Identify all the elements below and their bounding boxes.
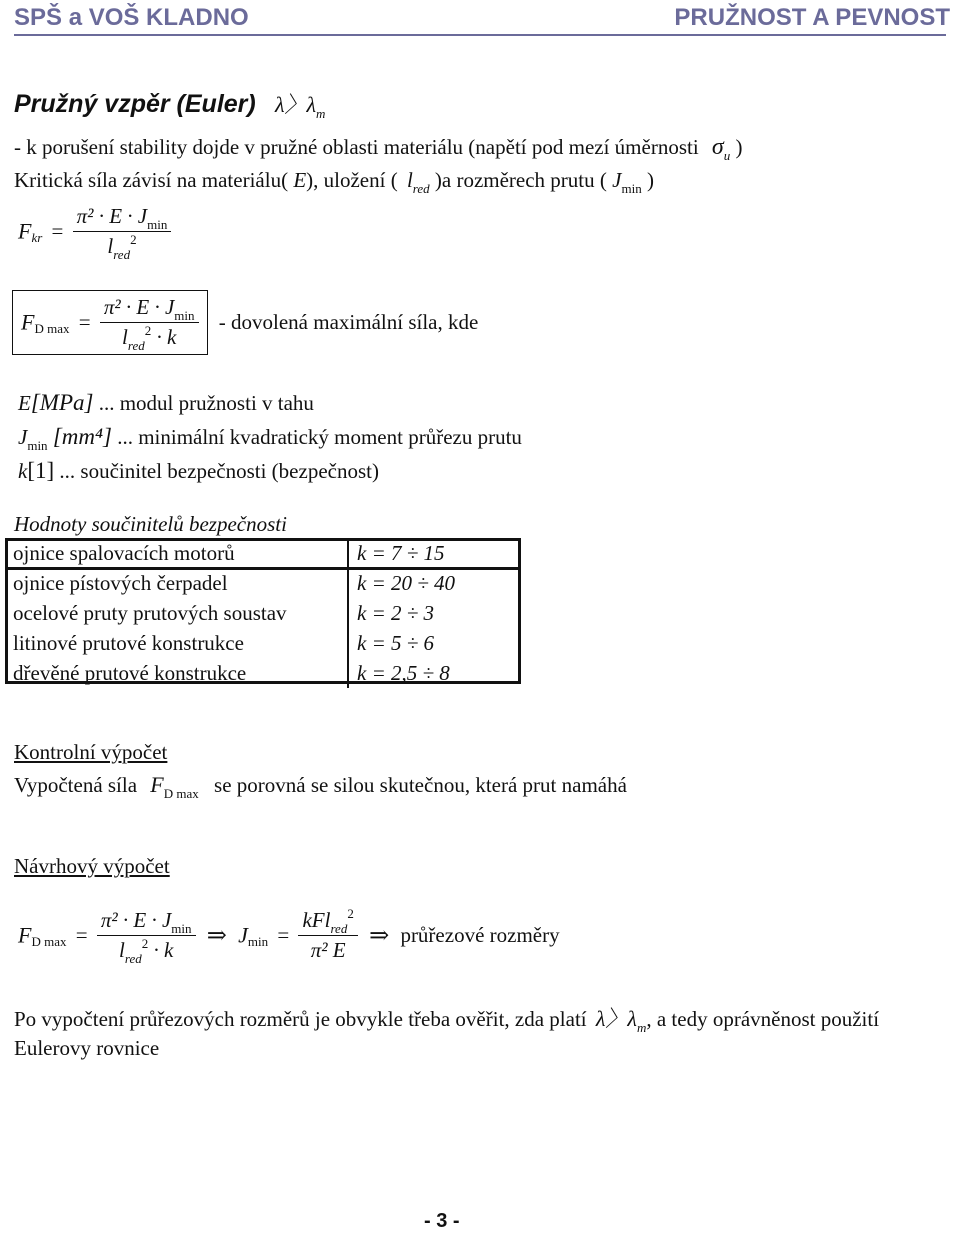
table-row [5,628,521,658]
intro-line-2-c: )a rozměrech prutu ( [434,168,607,192]
nav-num2: kFl [302,908,331,932]
sigma-sub: u [723,148,731,163]
kontrolni-text [14,772,627,801]
table-row [5,658,521,688]
table-row [5,538,521,568]
table-cell-value: k = 7 ÷ 15 [348,538,521,568]
fkr-num: π² · E · J [76,204,148,228]
kontrolni-F-sub: D max [163,786,199,801]
nav-J-sub: min [247,933,269,949]
def-J-symbol: J [18,425,28,449]
fkr-num-sub: min [147,217,168,232]
fdmax-note: - dovolená maximální síla, kde [218,310,479,334]
nav-den2: π² E [310,938,346,962]
nav-num2-sub: red [330,921,348,936]
fdmax-lhs: F [21,309,35,335]
implies-arrow-icon: ⇒ [206,923,227,949]
safety-factor-table [5,538,521,688]
def-k-unit: [1] [27,458,55,483]
section-title [14,88,325,119]
intro-line-2 [14,168,654,196]
def-E-text: ... modul pružnosti v tahu [98,391,314,415]
title-condition-sub: m [316,106,326,121]
fkr-den: l [107,234,114,258]
fdmax-den-sup: 2 [144,323,152,338]
implies-arrow-icon: ⇒ [369,923,390,949]
intro-line-1 [14,134,743,161]
closing-line-2: Eulerovy rovnice [14,1036,160,1060]
formula-fkr [18,204,171,262]
header-school: SPŠ a VOŠ KLADNO [14,4,249,31]
nav-num2-sup: 2 [347,906,354,921]
nav-eq: = [75,923,88,947]
fkr-den-sub: red [113,247,131,262]
fdmax-fraction [100,295,199,353]
intro-E: E [293,168,307,192]
def-k-text: ... součinitel bezpečnosti (bezpečnost) [59,459,379,483]
nav-result: průřezové rozměry [400,923,560,947]
closing-condition-sub: m [636,1020,647,1035]
definition-E [18,390,314,416]
fkr-eq: = [51,219,64,243]
def-J-text: ... minimální kvadratický moment průřezu prutu [117,425,522,449]
header-rule [14,34,946,36]
fdmax-box [12,290,208,355]
intro-line-1-text: - k porušení stability dojde v pružné oblasti materiálu (napětí pod mezí úměrnosti [14,135,699,159]
table-cell-name: ojnice pístových čerpadel [13,570,228,595]
fdmax-num-sub: min [174,308,195,323]
formula-fdmax [12,290,478,355]
kontrolni-text-a: Vypočtená síla [14,773,138,797]
closing-text-a: Po vypočtení průřezových rozměrů je obvykle třeba ověřit, zda platí [14,1007,587,1031]
fdmax-num: π² · E · J [103,295,175,319]
nav-fraction-2 [298,908,357,963]
fkr-fraction [73,204,172,262]
nav-num-sub: min [171,921,192,936]
closing-line-1 [14,1002,879,1033]
navrhovy-formula [18,906,560,966]
def-J-sub: min [27,438,48,453]
intro-l-sub: red [412,181,430,196]
nav-den-k: · k [153,938,174,962]
table-cell-value: k = 20 ÷ 40 [348,568,521,598]
title-text: Pružný vzpěr (Euler) [14,90,256,118]
navrhovy-heading: Návrhový výpočet [14,854,170,878]
closing-text-b: , a tedy oprávněnost použití [646,1007,880,1031]
table-cell-name: litinové prutové konstrukce [13,630,244,655]
table-cell-value: k = 2 ÷ 3 [348,598,521,628]
table-cell-value: k = 2,5 ÷ 8 [348,658,521,688]
intro-line-2-d: ) [646,168,654,192]
intro-line-2-b: ), uložení ( [306,168,398,192]
closing-condition: λ〉λ [595,1006,637,1031]
header-subject: PRUŽNOST A PEVNOST [674,4,950,31]
definition-k [18,458,379,484]
fkr-lhs: F [18,218,32,244]
table-cell-name: ocelové pruty prutových soustav [13,600,287,625]
fkr-den-sup: 2 [130,232,137,247]
title-condition: λ〉λ [274,92,317,117]
def-E-symbol: E [18,391,31,415]
intro-J-sub: min [621,181,642,196]
fdmax-lhs-sub: D max [34,320,70,336]
nav-J: J [238,922,248,948]
def-k-symbol: k [18,459,28,483]
nav-eq-2: = [277,923,290,947]
nav-lhs: F [18,922,32,948]
table-row-divider [5,567,521,570]
nav-fraction-1 [97,908,196,966]
table-cell-name: ojnice spalovacích motorů [13,540,235,565]
fkr-lhs-sub: kr [31,229,43,245]
kontrolni-text-b: se porovná se silou skutečnou, která prut namáhá [214,773,627,797]
fdmax-den: l [122,325,128,349]
nav-num: π² · E · J [100,908,172,932]
kontrolni-F: F [150,772,164,797]
fdmax-eq: = [78,310,91,334]
table-caption: Hodnoty součinitelů bezpečnosti [14,512,287,536]
page-number: - 3 - [424,1210,460,1232]
table-cell-value: k = 5 ÷ 6 [348,628,521,658]
def-J-unit: [mm⁴] [52,424,112,449]
nav-den-sub: red [124,951,142,966]
kontrolni-heading: Kontrolní výpočet [14,740,168,764]
intro-line-2-a: Kritická síla závisí na materiálu( [14,168,289,192]
def-E-unit: [MPa] [30,390,94,415]
definition-Jmin [18,424,522,453]
intro-line-1-end: ) [735,135,743,159]
table-cell-name: dřevěné prutové konstrukce [13,660,247,685]
nav-den: l [119,938,125,962]
intro-J: J [612,168,622,192]
fdmax-den-k: · k [156,325,177,349]
intro-l: l [406,168,413,192]
table-row [5,568,521,598]
sigma-symbol: σ [711,134,724,160]
fdmax-den-sub: red [127,338,145,353]
nav-den-sup: 2 [141,936,149,951]
nav-lhs-sub: D max [31,933,67,949]
table-row [5,598,521,628]
